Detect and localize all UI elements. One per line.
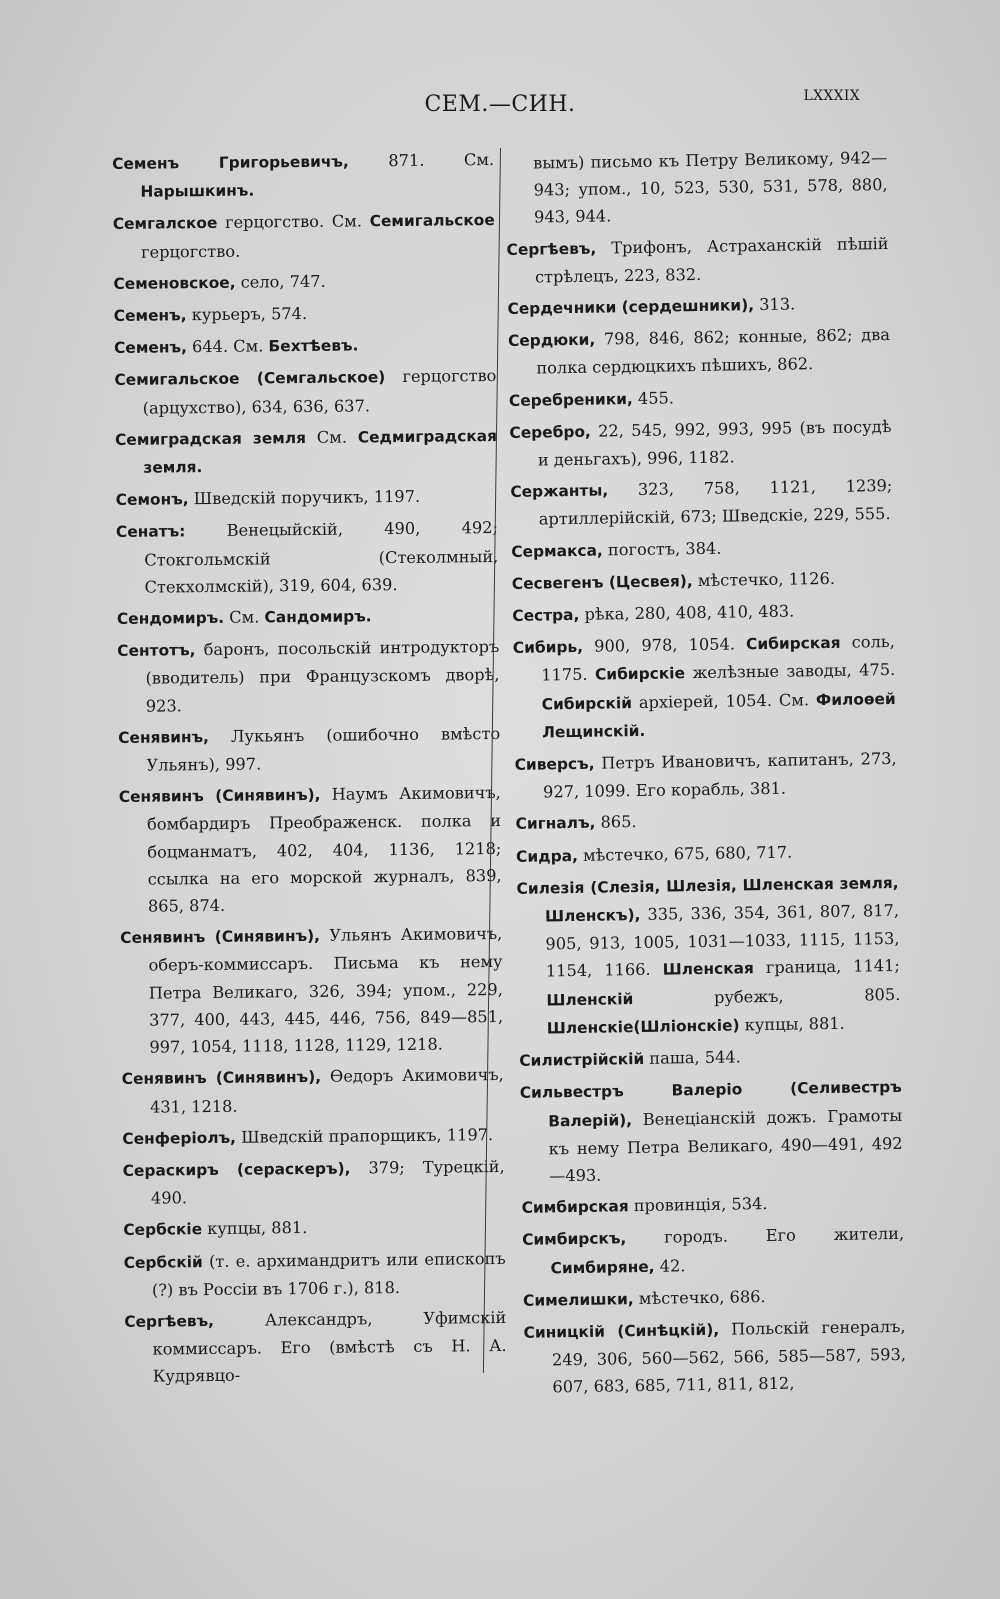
entry-text: мѣстечко, 686. bbox=[633, 1286, 766, 1308]
index-entry bbox=[507, 289, 889, 323]
index-entry bbox=[119, 779, 502, 920]
entry-heading: Сибирская bbox=[745, 634, 841, 654]
entry-text: Шведскій прапорщикъ, 1197. bbox=[235, 1124, 494, 1147]
index-entry bbox=[122, 1121, 504, 1153]
entry-text: Трифонъ, Астраханскій пѣшій стрѣлецъ, 223, 832. bbox=[534, 233, 889, 287]
entry-heading: Семигальское (Семгальское) bbox=[114, 368, 386, 390]
index-entry bbox=[520, 1073, 904, 1190]
entry-heading: Сенявинъ (Синявинъ), bbox=[118, 786, 321, 807]
entry-text: Венецыйскій, 490, 492; Стокгольмскій (Стеколмный, Стекхолмскій), 319, 604, 639. bbox=[144, 518, 499, 597]
entry-heading: Сидра, bbox=[515, 846, 578, 866]
entry-text: Шведскій поручикъ, 1197. bbox=[188, 487, 421, 509]
index-entry bbox=[114, 330, 496, 362]
entry-heading: Сибирь, bbox=[512, 638, 584, 658]
entry-heading: Семенъ, bbox=[113, 338, 187, 358]
entry-heading: Сердюки, bbox=[507, 330, 596, 351]
entry-heading: Сендомиръ. bbox=[116, 608, 225, 629]
entry-text: городъ. Его жители, bbox=[626, 1224, 905, 1248]
index-entry bbox=[512, 596, 894, 630]
entry-text: граница, 1141; bbox=[753, 956, 900, 978]
entry-heading: Семгалское bbox=[112, 214, 218, 234]
entry-heading: Сибирскіе bbox=[594, 664, 686, 685]
entry-text: 379; Турецкій, 490. bbox=[150, 1156, 505, 1208]
entry-text: Лукьянъ (ошибочно вмѣсто Ульянъ), 997. bbox=[146, 723, 501, 775]
entry-heading: Серебро, bbox=[509, 422, 591, 442]
entry-text: См. bbox=[305, 427, 358, 447]
entry-heading: Сергѣевъ, bbox=[506, 239, 597, 259]
entry-text: Польскій генералъ, 249, 306, 560—562, 566, 585—587, 593, 607, 683, 685, 711, 811, 812, bbox=[551, 1316, 907, 1397]
index-entry bbox=[508, 321, 891, 382]
entry-heading: Сермакса, bbox=[511, 541, 603, 561]
index-entry bbox=[124, 1304, 507, 1391]
entry-heading: Семенъ, bbox=[113, 306, 187, 326]
left-column bbox=[112, 146, 507, 1394]
running-header: СЕМ.—СИН. bbox=[424, 92, 576, 117]
entry-text: герцогство. bbox=[140, 241, 241, 262]
index-entry bbox=[116, 514, 499, 601]
right-column bbox=[505, 144, 907, 1405]
entry-text: мѣстечко, 675, 680, 717. bbox=[577, 842, 793, 865]
entry-text: 335, 336, 354, 361, 807, 817, 905, 913, 1005, 1031—1033, 1115, 1153, 1154, 1166. bbox=[545, 900, 900, 981]
index-entry bbox=[123, 1153, 506, 1212]
index-entry bbox=[124, 1244, 507, 1303]
entry-text: купцы, 881. bbox=[201, 1218, 308, 1239]
entry-text: (т. е. архимандритъ или епископъ (?) въ Россіи въ 1706 г.), 818. bbox=[151, 1248, 506, 1300]
index-entry bbox=[515, 804, 897, 838]
index-entry bbox=[123, 1212, 505, 1244]
entry-heading: Сенявинъ (Синявинъ), bbox=[121, 1068, 322, 1089]
entry-text: курьеръ, 574. bbox=[186, 303, 308, 325]
index-entry bbox=[116, 482, 498, 514]
entry-heading: Сенатъ: bbox=[115, 522, 186, 542]
entry-text: село, 747. bbox=[235, 271, 326, 292]
index-entry bbox=[516, 869, 901, 1043]
entry-text: Петръ Ивановичъ, капитанъ, 273, 927, 1099. Его корабль, 381. bbox=[542, 748, 897, 802]
entry-text: 22, 545, 992, 993, 995 (въ посудѣ и деньгахъ), 996, 1182. bbox=[537, 416, 892, 470]
entry-text: рубежъ, 805. bbox=[633, 984, 901, 1008]
index-entry bbox=[513, 628, 897, 747]
index-entry bbox=[117, 601, 499, 633]
entry-text: герцогство (арцухство), 634, 636, 637. bbox=[142, 366, 497, 418]
entry-heading: Семигальское bbox=[369, 211, 495, 231]
entry-text: 313. bbox=[753, 294, 796, 315]
entry-heading: Сенявинъ, bbox=[118, 727, 210, 747]
index-entry bbox=[115, 422, 498, 482]
entry-text: 42. bbox=[654, 1255, 686, 1276]
entry-text: Александръ, Уфимскій коммиссаръ. Его (вмѣстѣ съ Н. А. Кудрявцо- bbox=[152, 1307, 507, 1386]
entry-text: 455. bbox=[632, 388, 675, 408]
entry-heading: Нарышкинъ. bbox=[140, 181, 255, 201]
index-entry bbox=[112, 146, 495, 206]
index-entry bbox=[511, 532, 893, 566]
index-entry bbox=[506, 230, 889, 291]
index-entry bbox=[523, 1313, 906, 1402]
entry-heading: Симбирскъ, bbox=[521, 1229, 627, 1250]
index-entry bbox=[509, 413, 892, 474]
entry-text: желѣзные заводы, 475. bbox=[684, 660, 896, 683]
entry-heading: Сержанты, bbox=[510, 481, 609, 502]
entry-text: мѣстечко, 1126. bbox=[692, 568, 836, 590]
entry-heading: Сигналъ, bbox=[515, 814, 596, 834]
entry-heading: Бехтѣевъ. bbox=[268, 336, 359, 356]
entry-text: 871. См. bbox=[348, 149, 495, 171]
entry-text: паша, 544. bbox=[644, 1047, 741, 1069]
entry-heading: Сердечники (сердешники), bbox=[507, 296, 755, 318]
entry-heading: Сесвегенъ (Цесвея), bbox=[511, 571, 693, 593]
entry-text: 798, 846, 862; конные, 862; два полка сердюцкихъ пѣшихъ, 862. bbox=[536, 325, 891, 378]
entry-heading: Силистрійскій bbox=[519, 1050, 645, 1070]
page-number: LXXXIX bbox=[803, 88, 860, 104]
entry-heading: Семеновское, bbox=[113, 273, 236, 293]
entry-text: провинція, 534. bbox=[628, 1194, 768, 1216]
index-entry bbox=[122, 1061, 505, 1120]
index-entry bbox=[514, 745, 897, 806]
index-entry bbox=[114, 362, 497, 421]
entry-heading: Сенферіолъ, bbox=[122, 1128, 237, 1148]
entry-heading: Симбиряне, bbox=[550, 1257, 655, 1277]
entry-heading: Сиверсъ, bbox=[514, 754, 595, 774]
entry-heading: Шленская bbox=[662, 959, 754, 980]
entry-text: 323, 758, 1121, 1239; артиллерійскій, 673; Шведскіе, 229, 555. bbox=[538, 476, 893, 529]
index-entry bbox=[522, 1220, 905, 1282]
entry-text: 900, 978, 1054. bbox=[582, 634, 747, 657]
entry-text: Ульянъ Акимовичъ, оберъ-коммиссаръ. Письма къ нему Петра Великаго, 326, 394; упом., 229, 377, 400, 443, 445, 446, 756, 849—851, 997, 1054, 1118, 1128, 1129, 1218. bbox=[148, 924, 504, 1057]
index-entry bbox=[113, 206, 496, 265]
entry-heading: Серебреники, bbox=[508, 389, 633, 410]
entry-heading: Сентотъ, bbox=[117, 641, 196, 661]
entry-text: Ѳедоръ Акимовичъ, 431, 1218. bbox=[149, 1065, 504, 1117]
entry-heading: Семонъ, bbox=[115, 490, 189, 510]
index-entry bbox=[509, 381, 891, 415]
entry-text: См. bbox=[223, 607, 265, 627]
entry-heading: Филоѳей Лещинскій. bbox=[542, 689, 896, 742]
index-entry bbox=[117, 633, 500, 720]
entry-text: Венеціанскій дожъ. Грамоты къ нему Петра Великаго, 490—491, 492—493. bbox=[548, 1105, 903, 1186]
index-entry bbox=[523, 1281, 905, 1315]
entry-heading: Сербскіе bbox=[123, 1220, 203, 1240]
entry-heading: Семенъ Григорьевичъ, bbox=[112, 152, 349, 173]
entry-heading: Шленскій bbox=[546, 989, 634, 1010]
index-entry bbox=[505, 144, 888, 232]
entry-text: герцогство. См. bbox=[217, 211, 370, 233]
entry-heading: Сибирскій bbox=[541, 693, 633, 714]
entry-heading: Сербскій bbox=[123, 1252, 203, 1272]
entry-heading: Сераскиръ (сераскеръ), bbox=[122, 1159, 351, 1180]
entry-heading: Силезія (Слезія, Шлезія, Шленская земля, Шленскъ), bbox=[516, 873, 899, 926]
index-entry bbox=[510, 472, 893, 533]
entry-heading: Семиградская земля bbox=[114, 428, 307, 449]
entry-heading: Синицкій (Синѣцкій), bbox=[523, 1320, 720, 1342]
entry-text: рѣка, 280, 408, 410, 483. bbox=[579, 601, 795, 624]
index-entry bbox=[113, 266, 495, 298]
entry-heading: Седмиградская земля. bbox=[143, 426, 498, 477]
entry-text: купцы, 881. bbox=[739, 1013, 845, 1035]
index-entry bbox=[519, 1041, 901, 1075]
index-entry bbox=[512, 564, 894, 598]
index-entry bbox=[516, 837, 898, 871]
entry-heading: Симбирская bbox=[521, 1197, 629, 1217]
entry-heading: Сестра, bbox=[512, 605, 580, 625]
entry-text: 644. См. bbox=[186, 336, 269, 357]
entry-text: соль, 1175. bbox=[541, 632, 895, 685]
entry-text: погостъ, 384. bbox=[602, 538, 722, 560]
entry-text: баронъ, посольскій интродукторъ (вводитель) при Французскомъ дворѣ, 923. bbox=[145, 637, 500, 716]
entry-heading: Сенявинъ (Синявинъ), bbox=[120, 927, 321, 948]
entry-heading: Сандомиръ. bbox=[264, 607, 372, 627]
entry-heading: Сергѣевъ, bbox=[124, 1311, 215, 1331]
entry-text: вымъ) письмо къ Петру Великому, 942—943; упом., 10, 523, 530, 531, 578, 880, 943, 944. bbox=[533, 147, 888, 227]
index-entry bbox=[120, 920, 503, 1061]
entry-heading: Шленскіе(Шліонскіе) bbox=[546, 1016, 740, 1038]
entry-heading: Сильвестръ Валеріо (Селивестръ Валерій), bbox=[519, 1078, 902, 1130]
entry-text: Наумъ Акимовичъ, бомбардиръ Преображенск. полка и боцманматъ, 402, 404, 1136, 1218; ссылка на его морской журналъ, 839, 865, 874. bbox=[146, 783, 502, 916]
entry-heading: Симелишки, bbox=[522, 1289, 634, 1310]
index-entry bbox=[521, 1188, 903, 1222]
entry-text: 865. bbox=[595, 812, 637, 833]
entry-text: архіерей, 1054. См. bbox=[631, 689, 817, 712]
index-entry bbox=[118, 720, 501, 779]
index-entry bbox=[114, 298, 496, 330]
